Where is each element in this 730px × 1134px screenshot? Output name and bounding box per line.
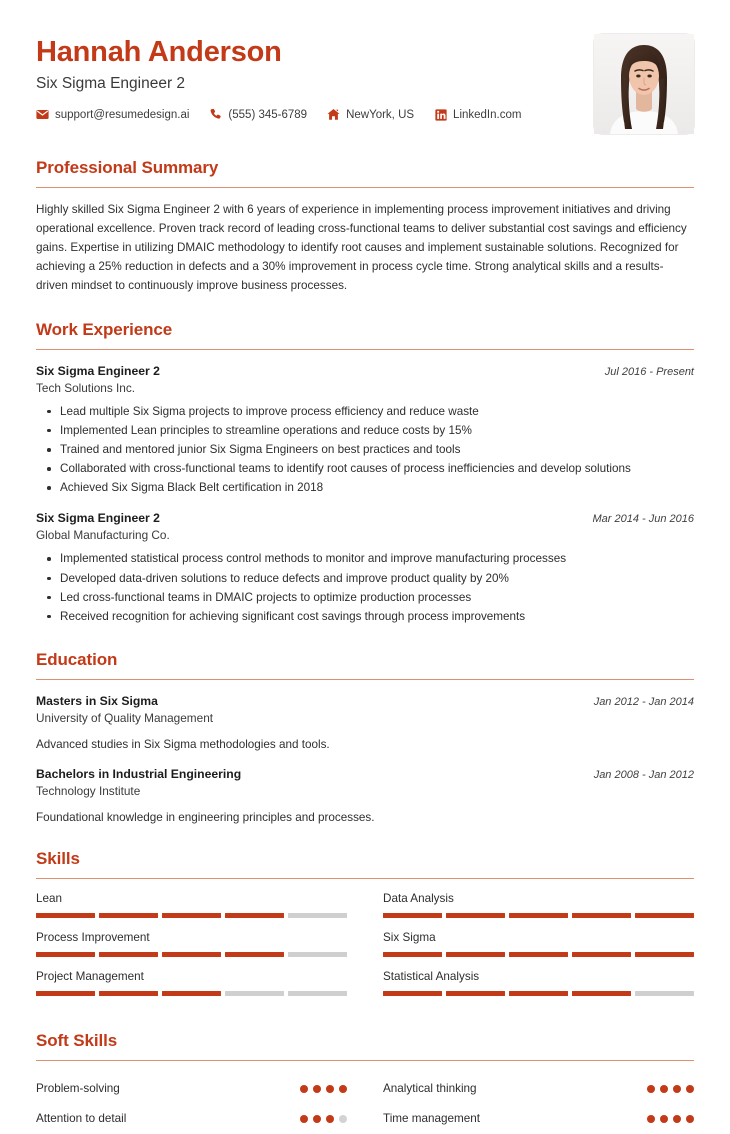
work-bullet: Developed data-driven solutions to reduce defects and improve product quality by 20% — [60, 570, 694, 588]
skill-segment — [225, 991, 284, 996]
skill-segment — [99, 991, 158, 996]
envelope-icon — [36, 108, 49, 121]
education-school: Technology Institute — [36, 784, 141, 799]
soft-skill-label: Problem-solving — [36, 1082, 120, 1096]
summary-text: Highly skilled Six Sigma Engineer 2 with 6 years of experience in implementing process improvement initiatives and driving operational excellence. Proven track record of leading cross-functional teams to deliver substantial cost savings and efficiency gains. Expertise in utilizing DMAIC methodology to identify root causes and implement sustainable solutions. Recognized for achieving a 25% reduction in defects and a 30% improvement in process cycle time. Strong analytical skills and a results-driven mindset to continuously improve business processes. — [36, 203, 687, 292]
skill-segment — [225, 952, 284, 957]
contact-row — [36, 108, 578, 121]
soft-skill-item — [36, 1074, 347, 1104]
rating-dot — [313, 1085, 321, 1093]
rating-dot — [313, 1115, 321, 1123]
work-bullet: Lead multiple Six Sigma projects to improve process efficiency and reduce waste — [60, 403, 694, 421]
soft-skills-grid — [36, 1074, 694, 1134]
work-company: Global Manufacturing Co. — [36, 528, 170, 543]
skill-item — [383, 931, 694, 957]
soft-skill-item — [383, 1074, 694, 1104]
skill-segment — [225, 913, 284, 918]
education-entry-head — [36, 767, 694, 781]
rating-dot — [660, 1085, 668, 1093]
section-education — [36, 650, 694, 827]
soft-skill-rating — [647, 1115, 694, 1123]
education-degree: Bachelors in Industrial Engineering — [36, 767, 242, 782]
education-date: Jan 2012 - Jan 2014 — [593, 695, 694, 708]
work-bullet: Achieved Six Sigma Black Belt certification in 2018 — [60, 479, 694, 497]
contact-phone[interactable] — [209, 108, 307, 121]
education-entry-head — [36, 694, 694, 708]
contact-email[interactable] — [36, 108, 189, 121]
rating-dot — [326, 1085, 334, 1093]
rating-dot — [673, 1115, 681, 1123]
work-entry-head — [36, 511, 694, 525]
section-divider — [36, 187, 694, 188]
skill-segment — [383, 913, 442, 918]
section-skills — [36, 849, 694, 1009]
skill-segment — [383, 952, 442, 957]
education-entry — [36, 694, 694, 754]
rating-dot — [647, 1085, 655, 1093]
soft-skill-rating — [647, 1085, 694, 1093]
contact-phone-label: (555) 345-6789 — [228, 108, 308, 121]
section-professional-summary — [36, 158, 694, 296]
skill-level-bar — [383, 913, 694, 918]
candidate-job-title: Six Sigma Engineer 2 — [36, 75, 186, 93]
skill-segment — [572, 913, 631, 918]
skill-level-bar — [36, 913, 347, 918]
section-divider — [36, 1060, 694, 1061]
rating-dot — [647, 1115, 655, 1123]
section-divider — [36, 878, 694, 879]
skill-segment — [572, 952, 631, 957]
work-date: Jul 2016 - Present — [604, 365, 694, 378]
work-bullet: Trained and mentored junior Six Sigma Engineers on best practices and tools — [60, 441, 694, 459]
section-soft-skills — [36, 1031, 694, 1134]
home-icon — [327, 108, 340, 121]
contact-location-label: NewYork, US — [346, 108, 415, 121]
skill-label: Data Analysis — [383, 891, 454, 905]
work-role: Six Sigma Engineer 2 — [36, 511, 160, 526]
soft-skill-rating — [300, 1115, 347, 1123]
rating-dot — [300, 1085, 308, 1093]
resume-header — [36, 34, 694, 134]
work-entry-head — [36, 364, 694, 378]
work-entry — [36, 511, 694, 626]
profile-photo-illustration — [594, 34, 694, 134]
rating-dot — [660, 1115, 668, 1123]
linkedin-icon — [434, 108, 447, 121]
rating-dot — [686, 1115, 694, 1123]
education-degree: Masters in Six Sigma — [36, 693, 158, 708]
work-date: Mar 2014 - Jun 2016 — [592, 513, 694, 526]
section-title-education: Education — [36, 649, 118, 669]
soft-skill-label: Analytical thinking — [383, 1082, 477, 1096]
skill-segment — [446, 952, 505, 957]
contact-linkedin[interactable] — [434, 108, 521, 121]
skill-segment — [635, 913, 694, 918]
phone-icon — [209, 108, 222, 121]
skill-segment — [446, 991, 505, 996]
candidate-name: Hannah Anderson — [36, 36, 282, 68]
rating-dot — [673, 1085, 681, 1093]
work-bullet: Implemented statistical process control methods to monitor and improve manufacturing processes — [60, 550, 694, 568]
skill-item — [383, 970, 694, 996]
skill-segment — [509, 952, 568, 957]
skills-grid — [36, 892, 694, 1009]
section-title-skills: Skills — [36, 848, 80, 868]
skill-level-bar — [383, 952, 694, 957]
soft-skill-item — [36, 1104, 347, 1134]
header-text-block — [36, 34, 578, 121]
soft-skill-label: Time management — [383, 1112, 481, 1126]
skill-segment — [509, 913, 568, 918]
education-description: Foundational knowledge in engineering principles and processes. — [36, 811, 375, 825]
profile-photo — [594, 34, 694, 134]
skill-segment — [36, 952, 95, 957]
skill-segment — [36, 991, 95, 996]
skill-segment — [446, 913, 505, 918]
contact-location[interactable] — [327, 108, 414, 121]
skill-segment — [383, 991, 442, 996]
skill-label: Lean — [36, 891, 63, 905]
work-bullet: Implemented Lean principles to streamline operations and reduce costs by 15% — [60, 422, 694, 440]
section-work-experience — [36, 320, 694, 626]
skill-segment — [162, 991, 221, 996]
skill-segment — [572, 991, 631, 996]
skill-level-bar — [36, 991, 347, 996]
section-title-soft-skills: Soft Skills — [36, 1030, 118, 1050]
work-bullets — [36, 403, 694, 498]
skill-level-bar — [383, 991, 694, 996]
skill-item — [383, 892, 694, 918]
skill-item — [36, 931, 347, 957]
skill-label: Project Management — [36, 969, 144, 983]
work-bullet: Led cross-functional teams in DMAIC projects to optimize production processes — [60, 589, 694, 607]
contact-linkedin-label: LinkedIn.com — [453, 108, 522, 121]
soft-skill-rating — [300, 1085, 347, 1093]
work-role: Six Sigma Engineer 2 — [36, 363, 160, 378]
rating-dot — [326, 1115, 334, 1123]
section-divider — [36, 679, 694, 680]
skill-segment — [288, 991, 347, 996]
education-description: Advanced studies in Six Sigma methodologies and tools. — [36, 737, 330, 751]
skill-segment — [99, 952, 158, 957]
skill-label: Process Improvement — [36, 930, 150, 944]
section-title-summary: Professional Summary — [36, 158, 219, 177]
work-entry — [36, 364, 694, 498]
work-company: Tech Solutions Inc. — [36, 380, 136, 395]
rating-dot — [686, 1085, 694, 1093]
soft-skill-label: Attention to detail — [36, 1112, 127, 1126]
section-title-work: Work Experience — [36, 319, 173, 339]
skill-segment — [36, 913, 95, 918]
skill-segment — [635, 991, 694, 996]
skill-label: Statistical Analysis — [383, 969, 480, 983]
skill-segment — [162, 952, 221, 957]
education-school: University of Quality Management — [36, 710, 214, 725]
skill-segment — [635, 952, 694, 957]
skill-item — [36, 892, 347, 918]
skill-label: Six Sigma — [383, 930, 436, 944]
rating-dot — [339, 1115, 347, 1123]
skill-segment — [288, 952, 347, 957]
education-date: Jan 2008 - Jan 2012 — [593, 769, 694, 782]
skill-segment — [288, 913, 347, 918]
rating-dot — [339, 1085, 347, 1093]
soft-skill-item — [383, 1104, 694, 1134]
skill-segment — [162, 913, 221, 918]
skill-item — [36, 970, 347, 996]
work-bullets — [36, 550, 694, 626]
work-bullet: Collaborated with cross-functional teams to identify root causes of process inefficiencies and develop solutions — [60, 460, 694, 478]
education-entry — [36, 767, 694, 827]
skill-segment — [99, 913, 158, 918]
contact-email-label: support@resumedesign.ai — [55, 108, 190, 121]
work-bullet: Received recognition for achieving significant cost savings through process improvements — [60, 608, 694, 626]
section-divider — [36, 349, 694, 350]
skill-level-bar — [36, 952, 347, 957]
rating-dot — [300, 1115, 308, 1123]
skill-segment — [509, 991, 568, 996]
